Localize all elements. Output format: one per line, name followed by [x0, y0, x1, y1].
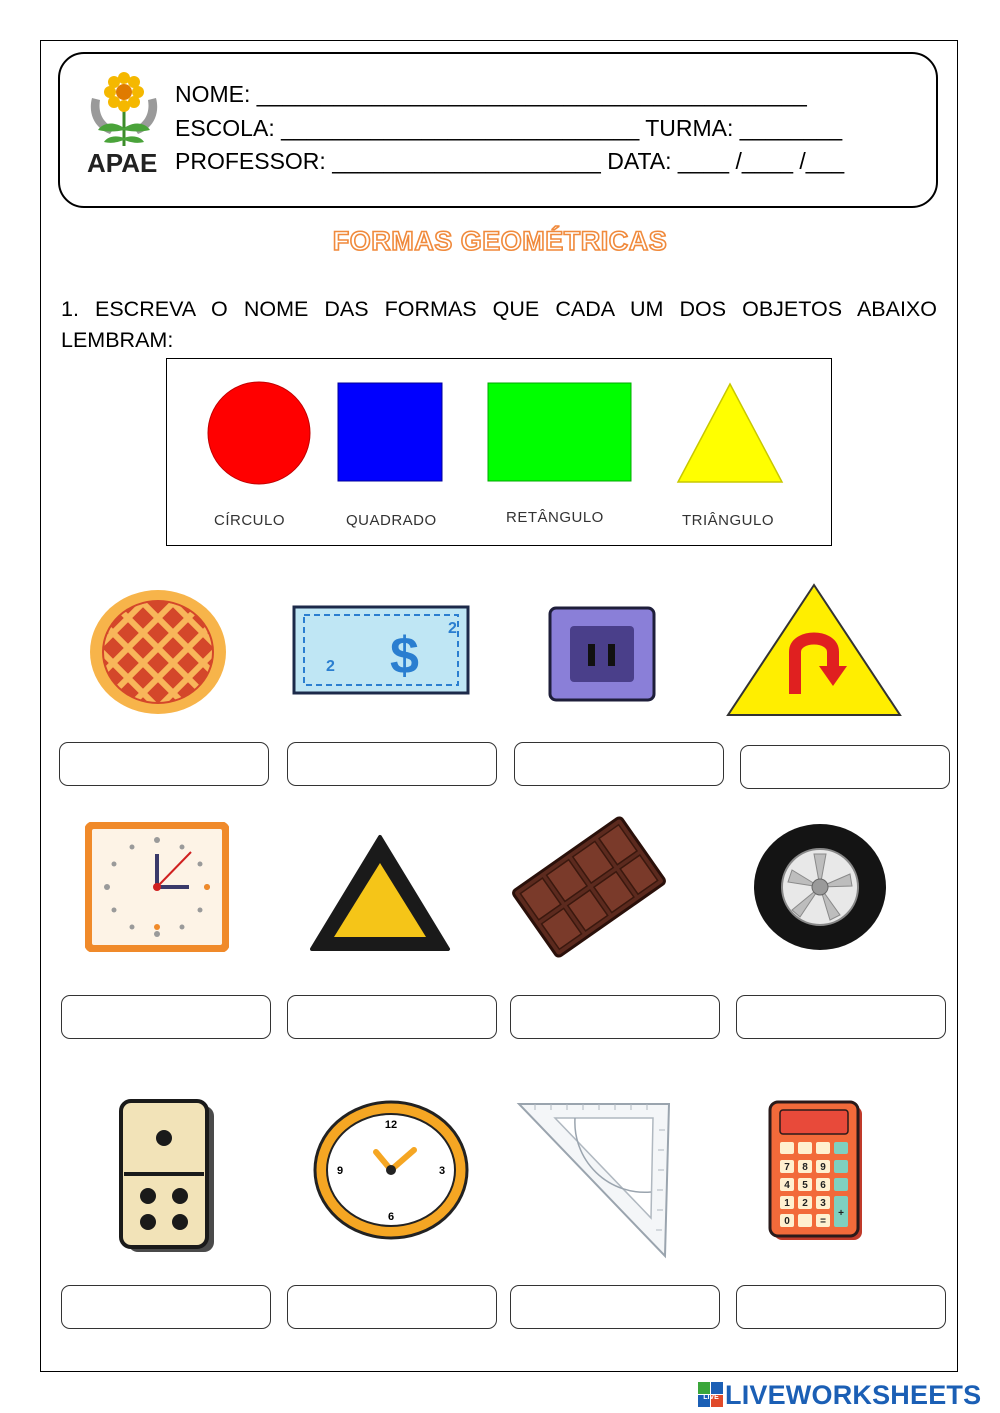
banknote-icon — [292, 605, 470, 695]
liveworksheets-wordmark: LIVEWORKSHEETS — [725, 1379, 982, 1410]
calculator-icon — [768, 1100, 864, 1242]
legend-label-rectangle: RETÂNGULO — [506, 509, 604, 526]
answer-box-domino[interactable] — [61, 1285, 271, 1329]
power-outlet-icon — [548, 606, 656, 702]
u-turn-warning-sign-icon — [725, 582, 903, 718]
apae-logo-text: APAE — [87, 148, 158, 178]
answer-box-set-square[interactable] — [510, 1285, 720, 1329]
banknote-denomination-left: 2 — [326, 658, 335, 675]
legend-rectangle-shape — [487, 382, 632, 482]
calc-key-7: 7 — [784, 1162, 790, 1173]
calc-key-4: 4 — [784, 1180, 790, 1191]
calc-key-8: 8 — [802, 1162, 808, 1173]
answer-box-pie[interactable] — [59, 742, 269, 786]
answer-box-calculator[interactable] — [736, 1285, 946, 1329]
calc-key-plus: + — [838, 1208, 844, 1219]
badge-text: LIVE — [703, 1394, 719, 1401]
domino-icon — [118, 1098, 218, 1256]
pie-icon — [88, 588, 228, 716]
answer-box-round-clock[interactable] — [287, 1285, 497, 1329]
clock-number-3: 3 — [438, 1165, 446, 1177]
liveworksheets-brand — [698, 1380, 981, 1410]
yellow-warning-triangle-icon — [308, 833, 452, 953]
calc-key-1: 1 — [784, 1198, 790, 1209]
calc-key-6: 6 — [820, 1180, 826, 1191]
calc-key-3: 3 — [820, 1198, 826, 1209]
legend-label-circle: CÍRCULO — [214, 512, 286, 529]
answer-box-chocolate[interactable] — [510, 995, 720, 1039]
legend-label-square: QUADRADO — [346, 512, 437, 529]
escola-turma-field-line: ESCOLA: ____________________________ TURMA: ________ — [175, 115, 843, 141]
professor-data-field-line: PROFESSOR: _____________________ DATA: ____ /____ /___ — [175, 148, 845, 174]
exercise-instruction: 1. ESCREVA O NOME DAS FORMAS QUE CADA UM DOS OBJETOS ABAIXO LEMBRAM: — [61, 297, 937, 352]
calc-key-equals: = — [820, 1216, 826, 1227]
calc-key-9: 9 — [820, 1162, 826, 1173]
worksheet-title: FORMAS GEOMÉTRICAS — [332, 226, 668, 256]
legend-circle-shape — [205, 380, 313, 486]
answer-box-tire[interactable] — [736, 995, 946, 1039]
chocolate-bar-icon — [505, 806, 673, 968]
calc-key-2: 2 — [802, 1198, 808, 1209]
clock-number-9: 9 — [336, 1165, 344, 1177]
answer-box-square-clock[interactable] — [61, 995, 271, 1039]
tire-wheel-icon — [752, 822, 888, 952]
banknote-denomination-right: 2 — [448, 620, 457, 637]
nome-field-line: NOME: ___________________________________________ — [175, 81, 807, 107]
square-wall-clock-icon — [85, 822, 229, 952]
calc-key-5: 5 — [802, 1180, 808, 1191]
calc-key-0: 0 — [784, 1216, 790, 1227]
legend-label-triangle: TRIÂNGULO — [682, 512, 775, 529]
legend-triangle-shape — [676, 382, 784, 484]
answer-box-warning-sign[interactable] — [740, 745, 950, 789]
banknote-dollar-sign: $ — [390, 627, 419, 685]
set-square-protractor-icon — [515, 1100, 673, 1260]
answer-box-outlet[interactable] — [514, 742, 724, 786]
clock-number-12: 12 — [384, 1119, 398, 1131]
liveworksheets-badge-icon — [698, 1382, 724, 1408]
round-clock-icon — [312, 1100, 470, 1240]
answer-box-yellow-triangle[interactable] — [287, 995, 497, 1039]
legend-square-shape — [337, 382, 443, 482]
clock-number-6: 6 — [387, 1211, 395, 1223]
answer-box-banknote[interactable] — [287, 742, 497, 786]
